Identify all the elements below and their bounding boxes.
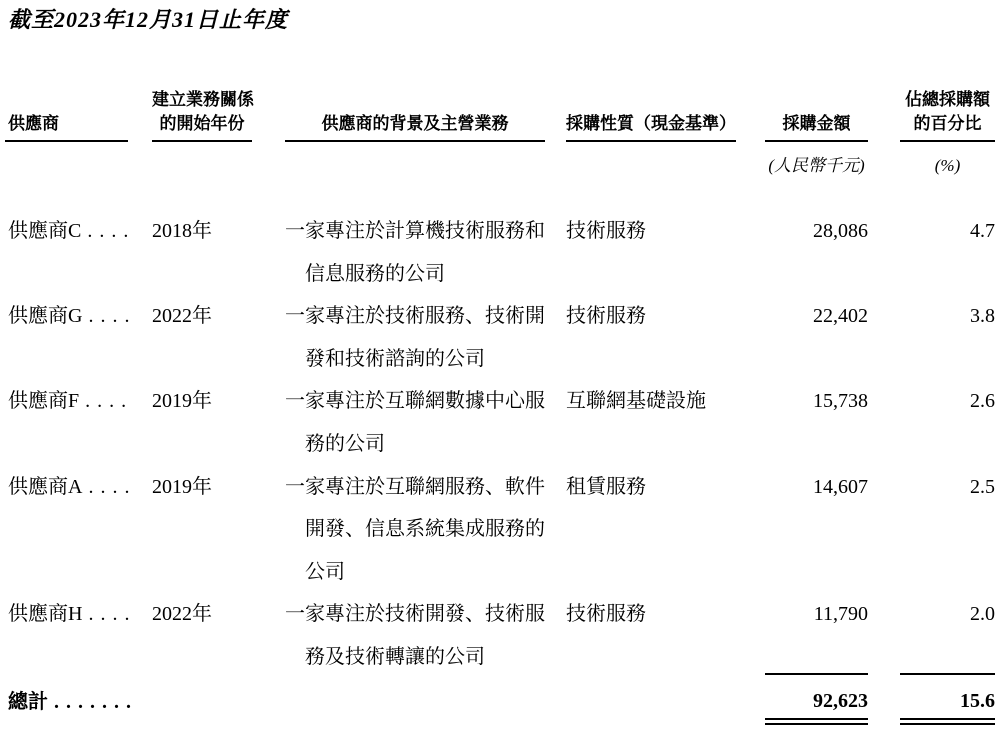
year-cell: 2019年 <box>152 390 212 413</box>
year-cell: 2019年 <box>152 475 212 498</box>
header-percentage-line1: 佔總採購額 <box>905 90 990 109</box>
background-cell: 一家專注於技術服務、技術開 發和技術諮詢的公司 <box>285 305 545 370</box>
dot-leader: . . . . <box>88 305 131 328</box>
header-percentage-line2: 的百分比 <box>913 114 982 133</box>
total-percentage-cell <box>868 673 995 725</box>
nature-cell: 技術服務 <box>566 603 646 626</box>
background-cell: 一家專注於互聯網數據中心服 務的公司 <box>285 390 545 455</box>
total-row <box>5 673 1000 725</box>
nature-cell: 互聯網基礎設施 <box>566 390 706 413</box>
dot-leader: . . . . <box>88 475 131 498</box>
table-row-supplier-a <box>5 466 1000 594</box>
percentage-unit-label: (%) <box>934 156 961 175</box>
supplier-name-cell: 供應商H . . . . <box>8 603 131 626</box>
percentage-cell: 2.5 <box>970 475 995 498</box>
table-row-supplier-h <box>5 593 1000 678</box>
background-cell: 一家專注於計算機技術服務和 信息服務的公司 <box>285 220 545 285</box>
dot-leader: . . . . <box>87 220 130 242</box>
header-percentage <box>868 88 995 142</box>
supplier-name-cell: 供應商F . . . . <box>8 390 128 413</box>
supplier-name-cell: 供應商C . . . . <box>8 220 130 242</box>
header-amount-label: 採購金額 <box>782 114 851 133</box>
year-cell: 2022年 <box>152 305 212 328</box>
header-year-line2: 的開始年份 <box>159 114 245 133</box>
nature-cell: 技術服務 <box>566 220 646 242</box>
header-supplier-label: 供應商 <box>8 114 59 133</box>
header-year-line1: 建立業務關係 <box>152 90 254 109</box>
year-cell: 2018年 <box>152 220 212 242</box>
table-body <box>5 210 1000 679</box>
supplier-name-cell: 供應商A . . . . <box>8 475 131 498</box>
page-title: 截至2023年12月31日止年度 <box>8 7 289 32</box>
table-header <box>5 88 1000 142</box>
percentage-cell: 4.7 <box>970 220 995 242</box>
background-cell: 一家專注於技術開發、技術服 務及技術轉讓的公司 <box>285 603 545 668</box>
header-background <box>285 112 566 142</box>
nature-cell: 租賃服務 <box>566 475 646 498</box>
table-row-supplier-c <box>5 210 1000 295</box>
dot-leader: . . . . . . . <box>54 690 132 713</box>
total-label: 總計 . . . . . . . <box>8 690 132 713</box>
percentage-cell: 2.6 <box>970 390 995 413</box>
header-year <box>152 88 285 142</box>
amount-cell: 11,790 <box>813 603 868 626</box>
background-cell: 一家專注於互聯網服務、軟件 開發、信息系統集成服務的 公司 <box>285 475 545 583</box>
nature-cell: 技術服務 <box>566 305 646 328</box>
total-amount: 92,623 <box>813 689 868 712</box>
amount-cell: 22,402 <box>813 305 868 328</box>
amount-cell: 15,738 <box>813 390 868 413</box>
table-row-supplier-f <box>5 380 1000 465</box>
amount-unit-label: (人民幣千元) <box>768 156 865 175</box>
total-percentage: 15.6 <box>960 689 995 712</box>
year-cell: 2022年 <box>152 603 212 626</box>
percentage-cell: 3.8 <box>970 305 995 328</box>
supplier-name-cell: 供應商G . . . . <box>8 305 131 328</box>
double-rule <box>900 718 995 725</box>
header-nature <box>566 112 765 142</box>
header-background-label: 供應商的背景及主營業務 <box>321 114 509 133</box>
double-rule <box>765 718 868 725</box>
header-supplier <box>5 112 152 142</box>
percentage-cell: 2.0 <box>970 603 995 626</box>
amount-cell: 28,086 <box>813 220 868 242</box>
total-amount-cell <box>765 673 868 725</box>
unit-row <box>5 154 1000 178</box>
dot-leader: . . . . <box>88 603 131 626</box>
header-nature-label: 採購性質（現金基準） <box>566 114 736 133</box>
amount-cell: 14,607 <box>813 475 868 498</box>
table-row-supplier-g <box>5 295 1000 380</box>
header-amount <box>765 112 868 142</box>
dot-leader: . . . . <box>85 390 128 413</box>
